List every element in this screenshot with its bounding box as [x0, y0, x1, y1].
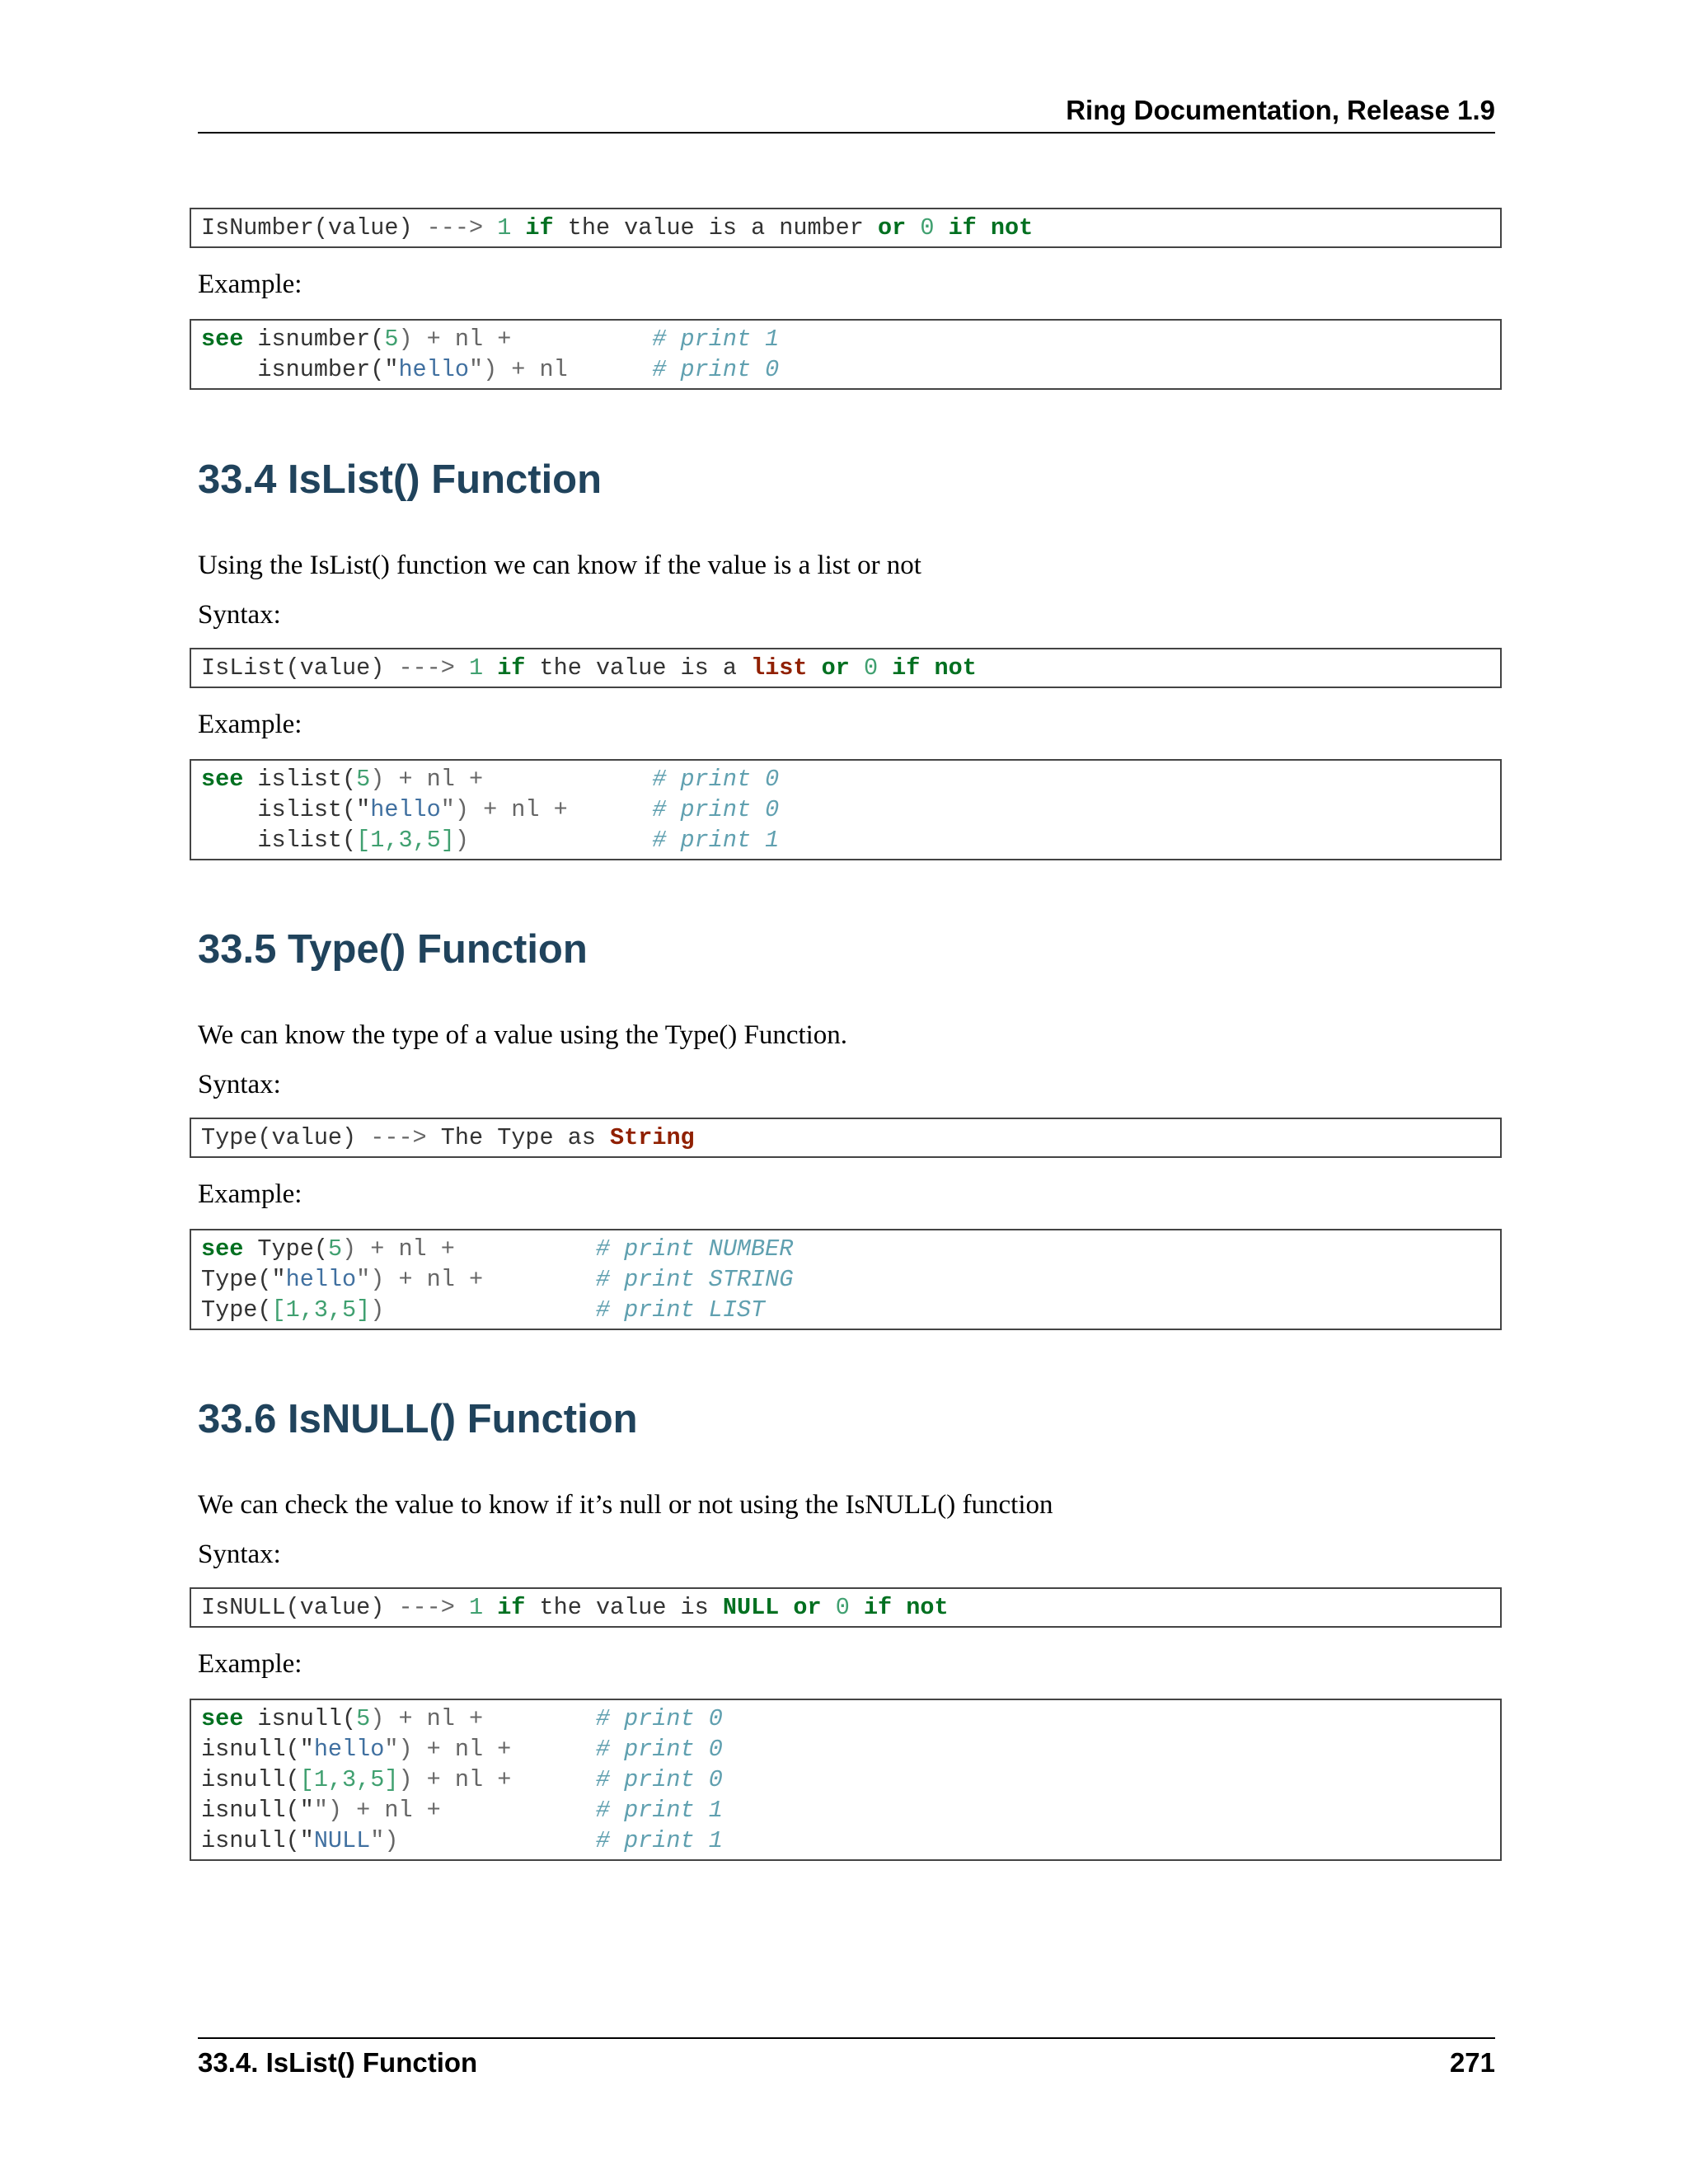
- code-line: isnull("hello") + nl + # print 0: [201, 1736, 723, 1763]
- code-line: see isnumber(5) + nl + # print 1: [201, 326, 780, 353]
- section-heading-type: 33.5 Type() Function: [198, 927, 588, 972]
- document-title: Ring Documentation, Release 1.9: [1066, 95, 1495, 125]
- example-label: Example:: [198, 1179, 302, 1209]
- type-example-block: [190, 1229, 1502, 1330]
- running-header: [198, 89, 1495, 134]
- section-description-type: We can know the type of a value using the Type() Function.: [198, 1020, 848, 1050]
- section-heading-islist: 33.4 IsList() Function: [198, 457, 603, 502]
- code-line: see islist(5) + nl + # print 0: [201, 766, 780, 793]
- code-line: Type([1,3,5]) # print LIST: [201, 1296, 766, 1324]
- code-line: isnull("NULL") # print 1: [201, 1827, 723, 1854]
- isnumber-example-block: [190, 319, 1502, 390]
- code-line: see isnull(5) + nl + # print 0: [201, 1705, 723, 1732]
- code-line: see Type(5) + nl + # print NUMBER: [201, 1235, 794, 1263]
- isnull-syntax-block: IsNULL(value) ---> 1 if the value is NULL or 0 if not: [190, 1587, 1502, 1628]
- page-footer: [198, 2037, 1495, 2078]
- isnumber-syntax-block: IsNumber(value) ---> 1 if the value is a number or 0 if not: [190, 208, 1502, 248]
- example-label: Example:: [198, 710, 302, 739]
- syntax-label: Syntax:: [198, 1070, 281, 1099]
- syntax-label: Syntax:: [198, 600, 281, 630]
- code-line: islist([1,3,5]) # print 1: [257, 827, 780, 854]
- isnull-example-block: [190, 1699, 1502, 1861]
- islist-example-block: [190, 759, 1502, 860]
- code-line: isnumber("hello") + nl # print 0: [257, 356, 780, 383]
- example-label: Example:: [198, 269, 302, 299]
- page-number: 271: [1449, 2047, 1495, 2078]
- code-line: isnull("") + nl + # print 1: [201, 1797, 723, 1824]
- section-heading-isnull: 33.6 IsNULL() Function: [198, 1397, 638, 1441]
- code-line: Type("hello") + nl + # print STRING: [201, 1266, 794, 1293]
- footer-section-title: 33.4. IsList() Function: [198, 2047, 478, 2078]
- example-label: Example:: [198, 1649, 302, 1679]
- code-line: isnull([1,3,5]) + nl + # print 0: [201, 1766, 723, 1793]
- type-syntax-block: Type(value) ---> The Type as String: [190, 1118, 1502, 1158]
- section-description-islist: Using the IsList() function we can know if the value is a list or not: [198, 551, 921, 580]
- islist-syntax-block: IsList(value) ---> 1 if the value is a list or 0 if not: [190, 648, 1502, 688]
- section-description-isnull: We can check the value to know if it’s null or not using the IsNULL() function: [198, 1490, 1053, 1520]
- code-line: islist("hello") + nl + # print 0: [257, 796, 780, 823]
- syntax-label: Syntax:: [198, 1540, 281, 1569]
